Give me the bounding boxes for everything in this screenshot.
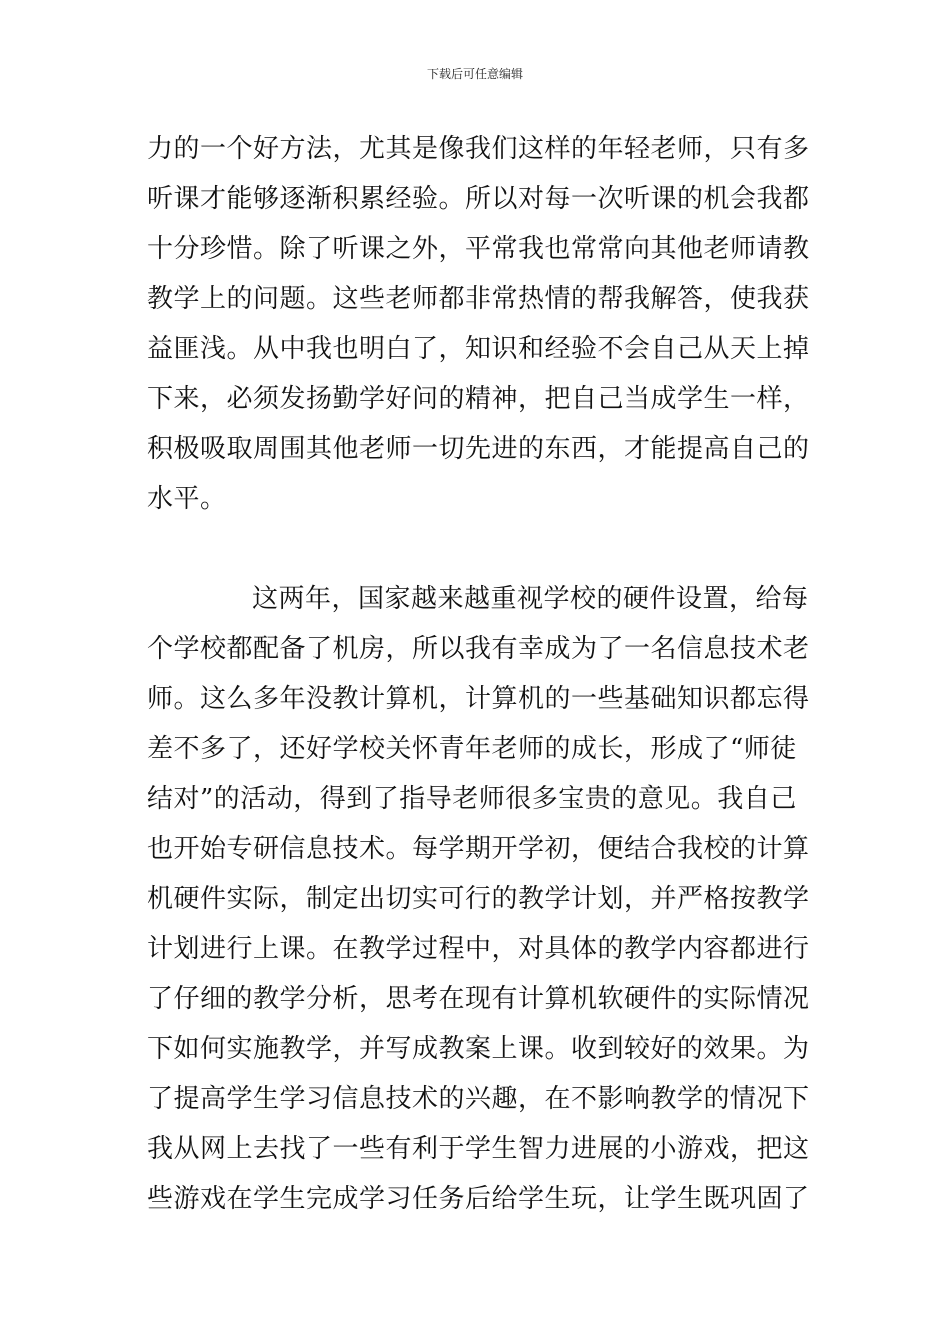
paragraph-2 xyxy=(147,574,817,1224)
text-line: 些游戏在学生完成学习任务后给学生玩，让学生既巩固了 xyxy=(147,1184,810,1214)
text-line: 积极吸取周围其他老师一切先进的东西，才能提高自己的 xyxy=(147,434,810,464)
text-line: 了仔细的教学分析，思考在现有计算机软硬件的实际情况 xyxy=(147,984,810,1014)
text-line: 了提高学生学习信息技术的兴趣，在不影响教学的情况下 xyxy=(147,1084,810,1114)
text-line: 结对”的活动，得到了指导老师很多宝贵的意见。我自己 xyxy=(147,784,797,814)
page-header: 下载后可任意编辑 xyxy=(426,67,523,81)
text-line: 力的一个好方法，尤其是像我们这样的年轻老师，只有多 xyxy=(147,134,810,164)
text-line: 水平。 xyxy=(147,484,227,514)
text-line: 下如何实施教学，并写成教案上课。收到较好的效果。为 xyxy=(147,1034,810,1064)
text-line: 差不多了，还好学校关怀青年老师的成长，形成了“师徒 xyxy=(147,734,797,764)
text-line: 下来，必须发扬勤学好问的精神，把自己当成学生一样， xyxy=(147,384,810,414)
text-line: 师。这么多年没教计算机，计算机的一些基础知识都忘得 xyxy=(147,684,810,714)
text-line: 我从网上去找了一些有利于学生智力进展的小游戏，把这 xyxy=(147,1134,810,1164)
paragraph-1 xyxy=(147,124,817,524)
text-line: 十分珍惜。除了听课之外，平常我也常常向其他老师请教 xyxy=(147,234,810,264)
text-line: 听课才能够逐渐积累经验。所以对每一次听课的机会我都 xyxy=(147,184,810,214)
text-line: 也开始专研信息技术。每学期开学初，便结合我校的计算 xyxy=(147,834,810,864)
text-line: 个学校都配备了机房，所以我有幸成为了一名信息技术老 xyxy=(147,634,810,664)
text-line: 计划进行上课。在教学过程中，对具体的教学内容都进行 xyxy=(147,934,810,964)
text-line: 机硬件实际，制定出切实可行的教学计划，并严格按教学 xyxy=(147,884,810,914)
text-line: 这两年，国家越来越重视学校的硬件设置，给每 xyxy=(252,584,809,614)
text-line: 益匪浅。从中我也明白了，知识和经验不会自己从天上掉 xyxy=(147,334,810,364)
text-line: 教学上的问题。这些老师都非常热情的帮我解答，使我获 xyxy=(147,284,810,314)
